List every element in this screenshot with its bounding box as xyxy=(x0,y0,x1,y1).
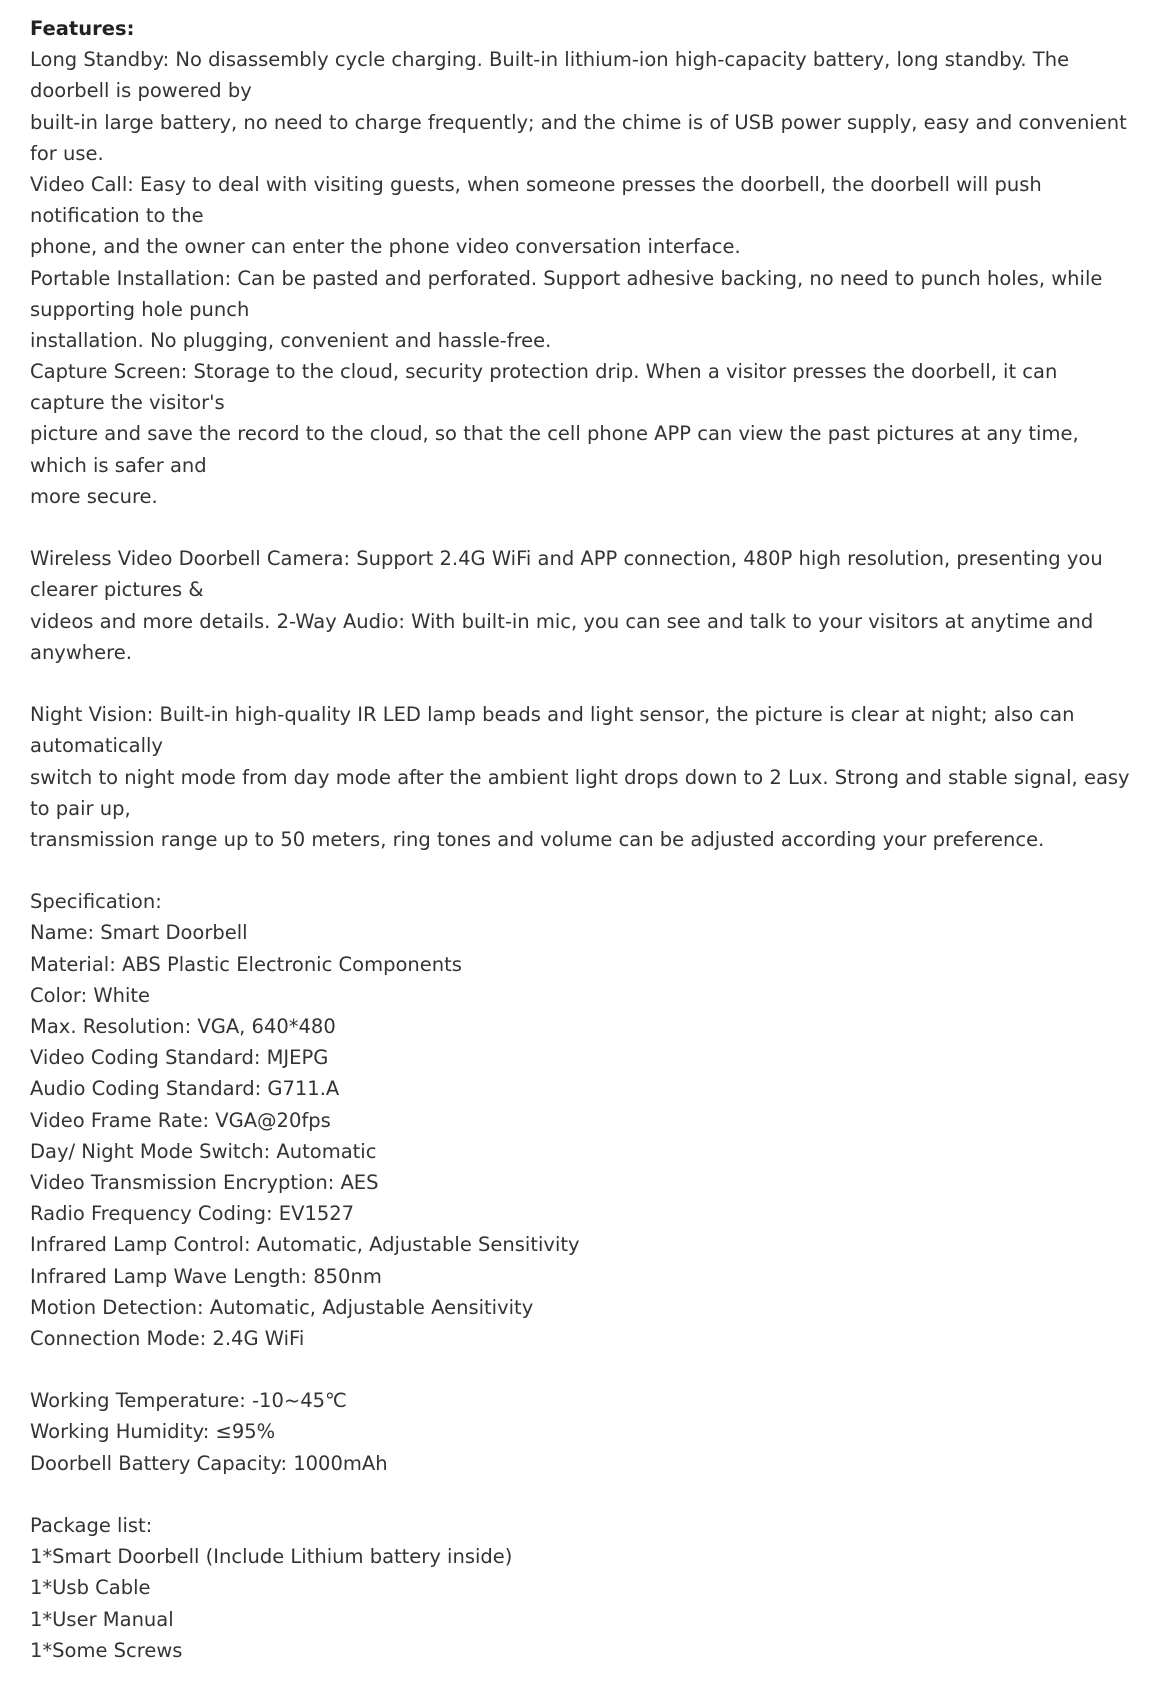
features-line: Capture Screen: Storage to the cloud, security protection drip. When a visitor presses the doorbell, it can xyxy=(30,360,1058,384)
wireless-line: anywhere. xyxy=(30,640,132,664)
spec-item: Max. Resolution: VGA, 640*480 xyxy=(30,1015,336,1038)
features-line: phone, and the owner can enter the phone video conversation interface. xyxy=(30,235,741,259)
spec-item: Day/ Night Mode Switch: Automatic xyxy=(30,1139,377,1163)
spec-item: Video Frame Rate: VGA@20fps xyxy=(30,1108,331,1132)
features-heading: Features: xyxy=(30,17,135,40)
features-line: picture and save the record to the cloud, so that the cell phone APP can view the past pictures at any time, xyxy=(30,422,1079,446)
wireless-line: clearer pictures & xyxy=(30,578,204,602)
spec-item: Working Temperature: -10~45℃ xyxy=(30,1389,347,1413)
features-line: doorbell is powered by xyxy=(30,79,252,103)
paragraph-spacer xyxy=(30,1479,1145,1510)
features-line: Long Standby: No disassembly cycle charging. Built-in lithium-ion high-capacity battery, long standby. The xyxy=(30,48,1070,72)
features-line: Portable Installation: Can be pasted and perforated. Support adhesive backing, no need to punch holes, while xyxy=(30,266,1103,290)
package-item: 1*Usb Cable xyxy=(30,1576,151,1600)
package-item: 1*Smart Doorbell (Include Lithium battery inside) xyxy=(30,1545,513,1569)
wireless-paragraph xyxy=(30,543,1145,668)
spec-item: Working Humidity: ≤95% xyxy=(30,1420,276,1444)
paragraph-spacer xyxy=(30,1354,1145,1385)
features-line: for use. xyxy=(30,141,104,165)
specification-section xyxy=(30,886,1145,1354)
paragraph-spacer xyxy=(30,855,1145,886)
night-vision-line: Night Vision: Built-in high-quality IR LED lamp beads and light sensor, the picture is clear at night; also can xyxy=(30,703,1075,727)
spec-item: Name: Smart Doorbell xyxy=(30,921,248,945)
night-vision-line: to pair up, xyxy=(30,796,131,820)
features-line: supporting hole punch xyxy=(30,297,250,321)
package-section xyxy=(30,1510,1145,1666)
features-line: built-in large battery, no need to charge frequently; and the chime is of USB power supply, easy and convenient xyxy=(30,110,1127,134)
spec-item: Radio Frequency Coding: EV1527 xyxy=(30,1202,355,1226)
night-vision-paragraph xyxy=(30,699,1145,855)
wireless-line: Wireless Video Doorbell Camera: Support 2.4G WiFi and APP connection, 480P high resolution, presenting you xyxy=(30,547,1103,571)
features-line: Video Call: Easy to deal with visiting guests, when someone presses the doorbell, the doorbell will push xyxy=(30,172,1042,196)
spec-item: Motion Detection: Automatic, Adjustable Aensitivity xyxy=(30,1295,534,1319)
spec-item: Doorbell Battery Capacity: 1000mAh xyxy=(30,1451,388,1475)
features-paragraph xyxy=(30,44,1145,512)
spec-item: Material: ABS Plastic Electronic Components xyxy=(30,952,462,976)
package-heading: Package list: xyxy=(30,1514,153,1537)
spec-item: Audio Coding Standard: G711.A xyxy=(30,1077,340,1101)
night-vision-line: transmission range up to 50 meters, ring tones and volume can be adjusted according your preference. xyxy=(30,827,1045,851)
specification-heading: Specification: xyxy=(30,890,162,914)
features-line: which is safer and xyxy=(30,453,207,477)
night-vision-line: switch to night mode from day mode after the ambient light drops down to 2 Lux. Strong and stable signal, easy xyxy=(30,765,1130,789)
spec-item: Infrared Lamp Control: Automatic, Adjustable Sensitivity xyxy=(30,1233,580,1257)
product-description xyxy=(30,13,1145,1666)
paragraph-spacer xyxy=(30,512,1145,543)
features-line: capture the visitor's xyxy=(30,391,225,415)
spec-item: Connection Mode: 2.4G WiFi xyxy=(30,1326,305,1350)
package-item: 1*Some Screws xyxy=(30,1638,183,1662)
paragraph-spacer xyxy=(30,668,1145,699)
wireless-line: videos and more details. 2-Way Audio: With built-in mic, you can see and talk to your visitors at anytime and xyxy=(30,609,1094,633)
environment-section xyxy=(30,1385,1145,1479)
spec-item: Video Transmission Encryption: AES xyxy=(30,1170,379,1194)
package-item: 1*User Manual xyxy=(30,1607,174,1631)
spec-item: Video Coding Standard: MJEPG xyxy=(30,1046,329,1070)
spec-item: Color: White xyxy=(30,983,151,1007)
features-line: more secure. xyxy=(30,484,158,508)
features-line: notification to the xyxy=(30,204,204,228)
spec-item: Infrared Lamp Wave Length: 850nm xyxy=(30,1264,382,1288)
features-line: installation. No plugging, convenient and hassle-free. xyxy=(30,328,552,352)
night-vision-line: automatically xyxy=(30,734,163,758)
